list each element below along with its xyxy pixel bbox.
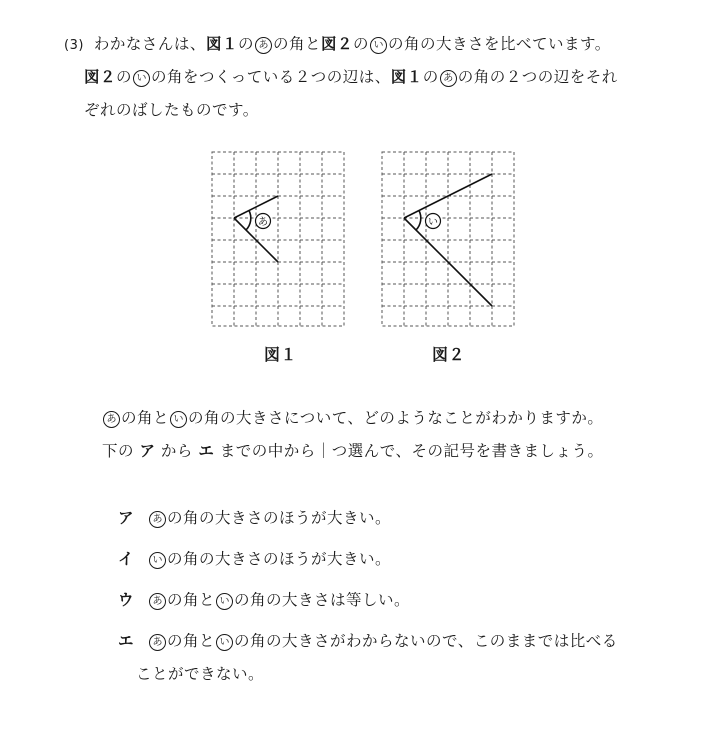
choice-label: エ [118, 632, 135, 650]
choice-u: ウ あ の角と い の角の大きさは等しい。 [118, 591, 411, 609]
choice-a: ア あ の角の大きさのほうが大きい。 [118, 509, 392, 527]
prompt-line-1: あ の角と い の角の大きさについて、どのようなことがわかりますか。 [102, 408, 603, 428]
angle-mark-i: い [133, 70, 150, 87]
angle-mark-a: あ [149, 634, 166, 651]
grid-lines [382, 152, 514, 326]
figure-2-grid [380, 150, 518, 328]
angle-mark-i: い [149, 552, 166, 569]
angle-mark-a: あ [255, 37, 272, 54]
figure-1-ref: 図１ [390, 68, 423, 86]
angle-mark-a: あ [103, 411, 120, 428]
choice-ref-e: エ [198, 442, 215, 460]
question-line-2: 図２の い の角をつくっている２つの辺は、図１の あ の角の２つの辺をそれ [84, 68, 618, 86]
choice-i: イ い の角の大きさのほうが大きい。 [118, 550, 392, 568]
angle-mark-a: あ [149, 593, 166, 610]
figure-2-ref: 図２ [320, 35, 353, 53]
question-line-1: (3) わかなさんは、図１の あ の角と図２の い の角の大きさを比べています。 [64, 35, 611, 53]
choice-label: ア [118, 509, 135, 527]
grid-lines [212, 152, 344, 326]
figure-1-ref: 図１ [205, 35, 238, 53]
choice-label: ウ [118, 591, 135, 609]
choice-e: エ あ の角と い の角の大きさがわからないので、このままでは比べる [118, 632, 618, 650]
figure-2-caption: 図２ [432, 345, 466, 364]
figure-1-grid [210, 150, 348, 328]
choice-label: イ [118, 550, 135, 568]
angle-a-label: あ [258, 217, 268, 228]
angle-mark-i: い [216, 593, 233, 610]
angle-mark-a: あ [440, 70, 457, 87]
angle-mark-i: い [216, 634, 233, 651]
choice-e-continued: ことができない。 [136, 665, 265, 683]
angle-mark-a: あ [149, 511, 166, 528]
prompt-line-2: 下の ア から エ までの中から｜つ選んで、その記号を書きましょう。 [102, 442, 604, 460]
angle-i-label: い [428, 217, 438, 228]
angle-mark-i: い [170, 411, 187, 428]
figure-1-caption: 図１ [264, 345, 298, 364]
choice-ref-a: ア [139, 442, 156, 460]
question-line-3: ぞれのばしたものです。 [84, 101, 259, 119]
angle-mark-i: い [370, 37, 387, 54]
question-number: (3) [64, 38, 84, 53]
figure-2-ref: 図２ [84, 68, 117, 86]
